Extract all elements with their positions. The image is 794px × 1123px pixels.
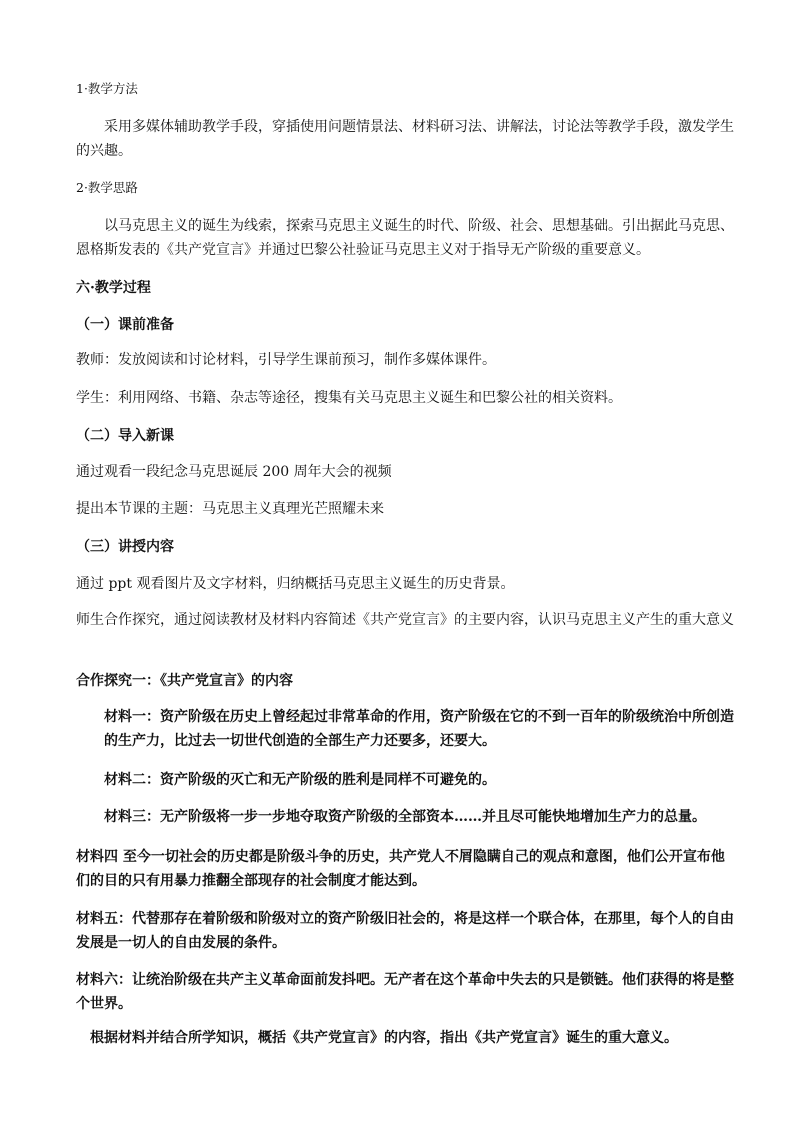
heading-six: 六·教学过程: [76, 280, 151, 296]
section2-body: 以马克思主义的诞生为线索，探索马克思主义诞生的时代、阶级、社会、思想基础。引出据此马克思、恩格斯发表的《共产党宣言》并通过巴黎公社验证马克思主义对于指导无产阶级的重要意义。: [76, 218, 734, 258]
material-5: 材料五：代替那存在着阶级和阶级对立的资产阶级旧社会的，将是这样一个联合体，在那里，每个人的自由发展是一切人的自由发展的条件。: [76, 911, 734, 951]
section1-body: 采用多媒体辅助教学手段，穿插使用问题情景法、材料研习法、讲解法，讨论法等教学手段，激发学生的兴趣。: [76, 119, 734, 159]
intro-line-1: 通过观看一段纪念马克思诞辰 200 周年大会的视频: [76, 464, 392, 480]
material-4: 材料四 至今一切社会的历史都是阶级斗争的历史，共产党人不屑隐瞒自己的观点和意图，他们公开宣布他们的目的只有用暴力推翻全部现存的社会制度才能达到。: [76, 849, 725, 889]
material-1: 材料一：资产阶级在历史上曾经起过非常革命的作用，资产阶级在它的不到一百年的阶级统治中所创造的生产力，比过去一切世代创造的全部生产力还要多，还要大。: [104, 709, 734, 749]
material-2: 材料二：资产阶级的灭亡和无产阶级的胜利是同样不可避免的。: [104, 772, 496, 788]
intro-line-2: 提出本节课的主题：马克思主义真理光芒照耀未来: [76, 501, 384, 517]
material-3: 材料三：无产阶级将一步一步地夺取资产阶级的全部资本……并且尽可能快地增加生产力的总量。: [104, 809, 706, 825]
teach-line-2: 师生合作探究，通过阅读教材及材料内容简述《共产党宣言》的主要内容，认识马克思主义产生的重大意义: [76, 612, 734, 628]
inquiry-heading: 合作探究一：《共产党宣言》的内容: [76, 673, 293, 689]
section1-title: 1·教学方法: [76, 81, 138, 96]
material-6: 材料六：让统治阶级在共产主义革命面前发抖吧。无产者在这个革命中失去的只是锁链。他们获得的将是整个世界。: [76, 972, 734, 1012]
subheading-1: （一）课前准备: [76, 317, 174, 333]
question-line: 根据材料并结合所学知识，概括《共产党宣言》的内容，指出《共产党宣言》诞生的重大意义。: [90, 1030, 678, 1046]
subheading-3: （三）讲授内容: [76, 539, 174, 555]
teacher-line: 教师：发放阅读和讨论材料，引导学生课前预习，制作多媒体课件。: [76, 352, 496, 368]
student-line: 学生：利用网络、书籍、杂志等途径，搜集有关马克思主义诞生和巴黎公社的相关资料。: [76, 390, 622, 406]
section2-title: 2·教学思路: [76, 180, 138, 195]
teach-line-1: 通过 ppt 观看图片及文字材料，归纳概括马克思主义诞生的历史背景。: [76, 576, 515, 592]
subheading-2: （二）导入新课: [76, 428, 174, 444]
